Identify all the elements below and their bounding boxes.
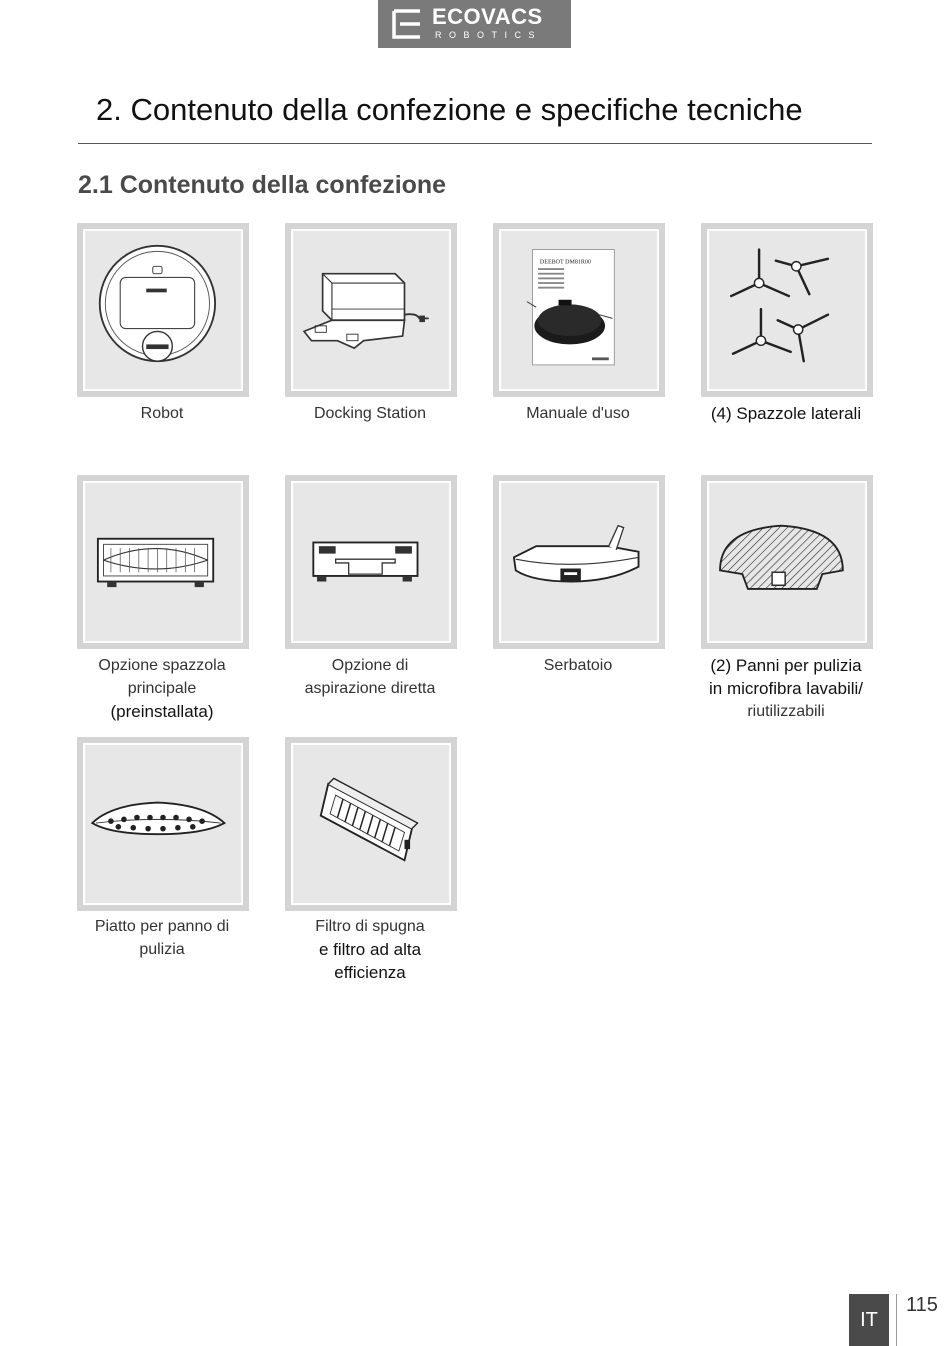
side-brushes-image xyxy=(701,223,873,397)
robot-image xyxy=(77,223,249,397)
caption-side-brushes: (4) Spazzole laterali xyxy=(710,404,862,423)
brand-name: ECOVACS xyxy=(432,4,543,29)
cleaning-cloths-image xyxy=(701,475,873,649)
caption-robot: Robot xyxy=(140,405,184,422)
water-tank-image xyxy=(493,475,665,649)
page-title: 2. Contenuto della confezione e specifiche tecniche xyxy=(96,92,803,127)
title-divider xyxy=(78,143,872,144)
docking-station-image xyxy=(285,223,457,397)
section-heading: 2.1 Contenuto della confezione xyxy=(78,171,447,199)
page-number: 115 xyxy=(906,1294,938,1316)
caption-main-brush: Opzione spazzola principale (preinstallata) xyxy=(98,657,226,721)
caption-water-tank: Serbatoio xyxy=(543,657,613,674)
ecovacs-logo-icon xyxy=(392,8,422,40)
brand-subtitle: ROBOTICS xyxy=(435,30,543,40)
caption-manual: Manuale d'uso xyxy=(526,405,630,422)
user-manual-image xyxy=(493,223,665,397)
caption-cleaning-cloths: (2) Panni per pulizia in microfibra lavabili/ riutilizzabili xyxy=(709,656,863,720)
caption-docking-station: Docking Station xyxy=(313,405,427,422)
caption-filter: Filtro di spugna e filtro ad alta efficienza xyxy=(315,918,425,982)
language-tab: IT xyxy=(849,1294,889,1346)
brand-logo xyxy=(378,0,571,48)
caption-direct-suction: Opzione di aspirazione diretta xyxy=(304,657,436,697)
caption-cloth-plate: Piatto per panno di pulizia xyxy=(94,918,230,958)
cloth-plate-image xyxy=(77,737,249,911)
filter-image xyxy=(285,737,457,911)
page-number-divider xyxy=(896,1294,897,1346)
manual-cover-title: DEEBOT DM81R00 xyxy=(539,259,591,266)
main-brush-image xyxy=(77,475,249,649)
direct-suction-image xyxy=(285,475,457,649)
